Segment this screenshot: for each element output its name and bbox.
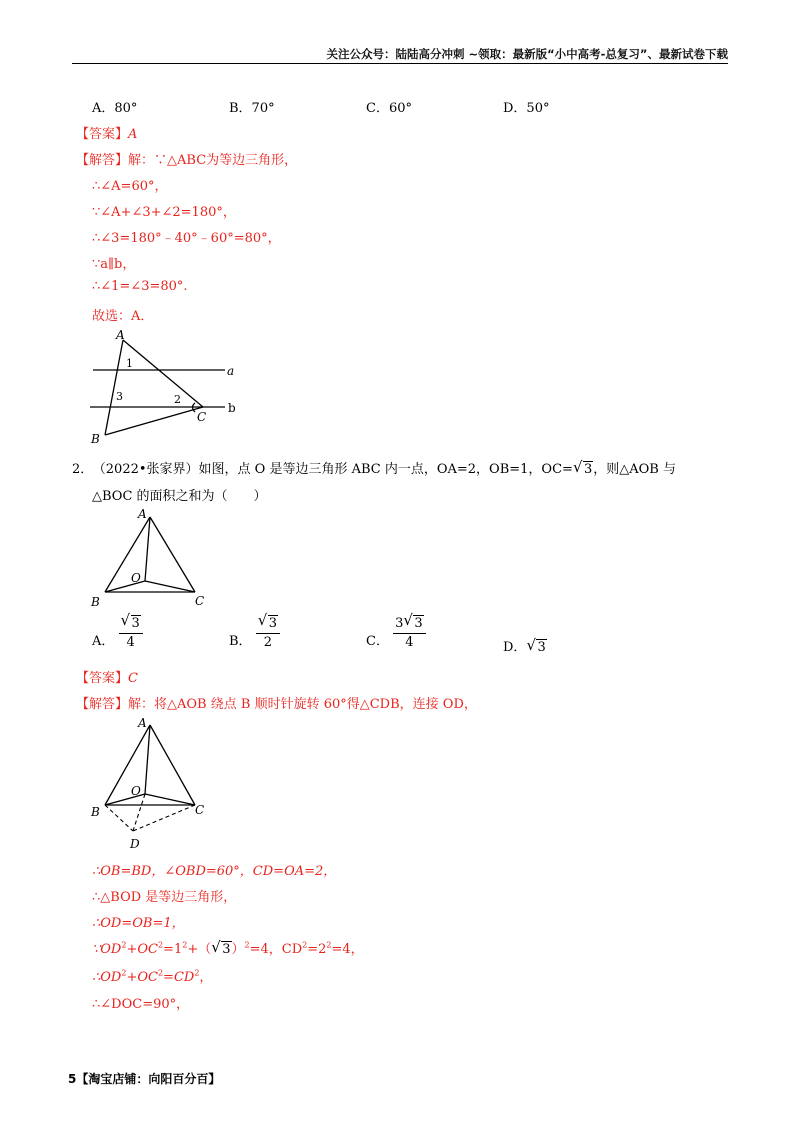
fig-label: C [195, 594, 205, 608]
expr: =4，CD [249, 942, 303, 957]
superscript: 2 [194, 968, 200, 978]
header-divider [72, 63, 728, 64]
numerator [256, 611, 280, 634]
expr: ∴OD [92, 970, 122, 985]
solution-text: 解：将△AOB 绕点 B 顺时针旋转 60°得△CDB，连接 OD， [128, 697, 477, 712]
q2-stem-line1 [72, 458, 676, 477]
q2-option-c [366, 611, 426, 652]
option-letter: D． [503, 640, 527, 655]
q1-answer [76, 123, 137, 142]
fig-label: B [91, 595, 100, 609]
sqrt-expression [257, 611, 278, 633]
fig-label: 2 [174, 393, 181, 406]
q2-step: ∴OB=BD，∠OBD=60°，CD=OA=2， [92, 864, 337, 879]
radical-sign: √ [572, 458, 583, 476]
q1-figure [85, 325, 255, 450]
expr: +（ [187, 942, 212, 957]
expr: =1 [163, 942, 183, 957]
fraction [393, 611, 426, 652]
fig-label: a [227, 364, 235, 378]
fraction [119, 611, 143, 652]
q2-step [92, 938, 364, 957]
superscript: 2 [157, 968, 164, 978]
fig-label: b [228, 401, 236, 415]
sqrt-expression [526, 636, 546, 655]
superscript: 2 [244, 940, 250, 950]
q2-option-b [229, 611, 280, 652]
expr: ∵OD [92, 942, 122, 957]
fig-label: A [116, 328, 125, 342]
solution-text: 解：∵△ABC为等边三角形， [128, 153, 298, 168]
solution-tag: 【解答】 [76, 697, 129, 712]
q1-step: ∵∠A+∠3+∠2=180°， [92, 205, 236, 220]
expr: =4， [331, 942, 364, 957]
radicand: 3 [131, 616, 140, 631]
answer-value: A [128, 127, 138, 142]
radicand: 3 [268, 616, 277, 631]
radicand: 3 [414, 616, 423, 631]
q2-stem-line2: △BOC 的面积之和为（ ） [92, 489, 267, 504]
expr: =2 [307, 942, 327, 957]
q2-step: ∴△BOD 是等边三角形， [92, 890, 237, 905]
q2-number: 2． [72, 462, 94, 477]
radical-sign: √ [526, 636, 536, 654]
q2-answer [76, 667, 138, 686]
q1-step: ∴∠A=60°， [92, 179, 168, 194]
fig-label: A [138, 507, 147, 521]
q1-option-d: D．50° [503, 101, 550, 116]
radicand: 3 [537, 640, 546, 655]
radicand: 3 [222, 942, 231, 957]
sqrt-expression [120, 611, 141, 633]
denominator: 4 [405, 635, 414, 650]
sqrt-expression [572, 458, 593, 477]
page-header: 关注公众号：陆陆高分冲刺 ~领取：最新版“小中高考-总复习”、最新试卷下载 [326, 47, 728, 61]
denominator: 2 [263, 635, 272, 650]
fraction [256, 611, 280, 652]
radical-sign: √ [257, 611, 268, 629]
q1-step: ∴∠3=180°﹣40°﹣60°=80°， [92, 231, 281, 246]
fig-label: A [138, 716, 147, 730]
q1-solution-intro [76, 149, 297, 168]
expr: =CD [163, 970, 195, 985]
q2-step: ∴∠DOC=90°， [92, 997, 190, 1012]
fig-label: D [130, 837, 140, 851]
superscript: 2 [326, 940, 332, 950]
q1-option-b: B．70° [229, 101, 275, 116]
radical-sign: √ [120, 611, 131, 629]
superscript: 2 [121, 940, 127, 950]
expr: ， [199, 970, 213, 985]
q2-step [92, 966, 212, 985]
option-letter: C． [366, 634, 389, 649]
q2-solution-figure [85, 713, 215, 855]
q2-stem-text: ，则△AOB 与 [593, 462, 676, 477]
fig-label: 3 [116, 390, 123, 403]
coefficient: 3 [395, 616, 404, 631]
radical-sign: √ [211, 938, 221, 956]
fig-label: B [91, 805, 100, 819]
q2-solution-intro [76, 693, 477, 712]
sqrt-expression [403, 611, 423, 633]
radicand: 3 [583, 462, 593, 477]
q1-option-c: C．60° [366, 101, 412, 116]
page-footer: 5【淘宝店铺：向阳百分百】 [68, 1072, 221, 1086]
option-letter: B． [229, 634, 252, 649]
superscript: 2 [302, 940, 308, 950]
radical-sign: √ [403, 611, 413, 629]
answer-value: C [128, 671, 138, 686]
q1-step: ∵a∥b， [92, 257, 136, 272]
answer-tag: 【答案】 [76, 127, 129, 142]
expr: ） [231, 942, 245, 957]
q2-step: ∴OD=OB=1， [92, 916, 185, 931]
superscript: 2 [157, 940, 164, 950]
q1-step: ∴∠1=∠3=80°. [92, 279, 188, 294]
q2-stem-text: （2022•张家界）如图，点 O 是等边三角形 ABC 内一点，OA=2，OB=1，OC= [99, 462, 573, 477]
superscript: 2 [182, 940, 188, 950]
fig-label: C [197, 410, 207, 424]
fig-label: 1 [126, 357, 133, 370]
fig-label: C [195, 803, 205, 817]
option-letter: A． [92, 634, 115, 649]
answer-tag: 【答案】 [76, 671, 129, 686]
q2-option-a [92, 611, 143, 652]
q2-option-d [503, 636, 547, 655]
q1-conclusion: 故选：A． [92, 309, 154, 324]
solution-tag: 【解答】 [76, 153, 129, 168]
numerator [119, 611, 143, 634]
sqrt-expression [211, 938, 231, 957]
numerator [393, 611, 426, 634]
denominator: 4 [126, 635, 135, 650]
fig-label: B [91, 432, 100, 446]
fig-label: O [131, 784, 141, 798]
fig-label: O [131, 571, 141, 585]
expr: +OC [126, 942, 158, 957]
q2-figure [85, 505, 215, 610]
expr: +OC [126, 970, 158, 985]
q1-option-a: A．80° [92, 101, 138, 116]
superscript: 2 [121, 968, 127, 978]
